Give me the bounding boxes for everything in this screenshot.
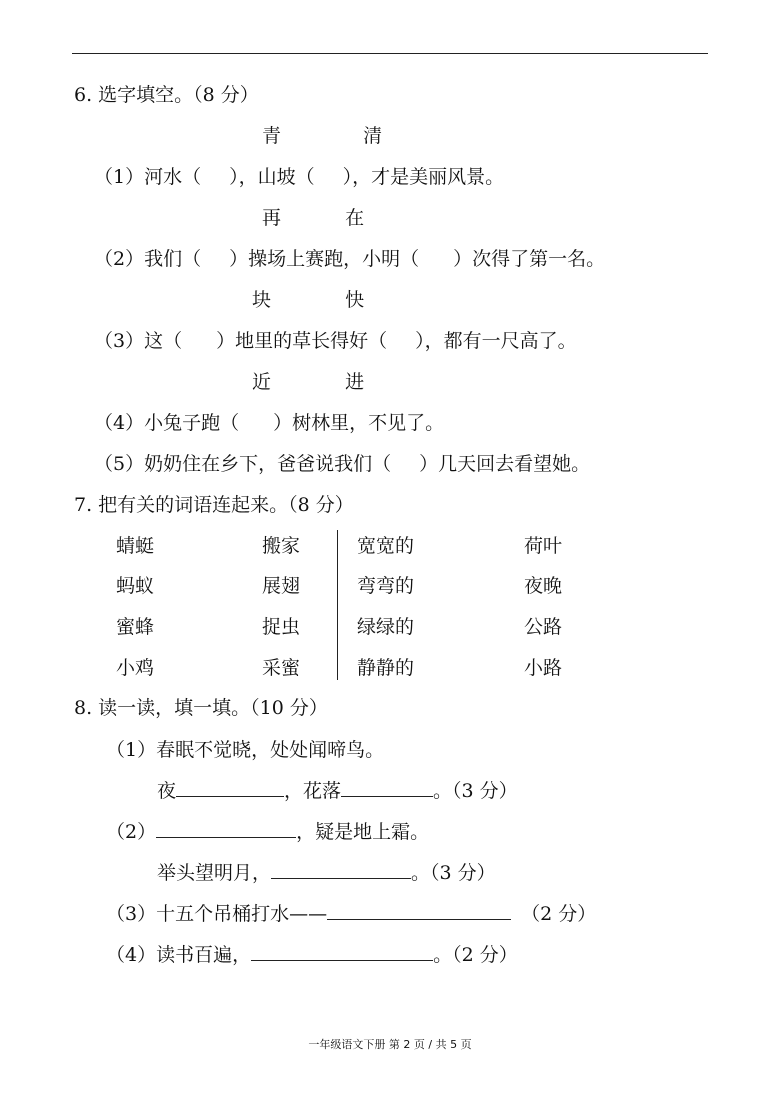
q7-col2-item-4[interactable]: 采蜜 (262, 657, 301, 679)
q6-pair-2-b: 在 (345, 207, 365, 229)
q6-item-5 (94, 451, 590, 477)
q7-col3-item-1[interactable]: 宽宽的 (357, 535, 415, 557)
q8-line-4-blank[interactable] (271, 860, 411, 879)
q8-line-2-part-a: 夜 (157, 780, 177, 802)
q6-title: 6. 选字填空。（8 分） (74, 84, 259, 106)
q6-item-3-part-b: ）地里的草长得好（ (216, 330, 388, 352)
q7-col1-item-3[interactable]: 蜜蜂 (116, 616, 155, 638)
q8-line-6-blank[interactable] (251, 942, 433, 961)
q6-pair-1-a: 青 (262, 125, 282, 147)
q6-item-1-part-b: ），山坡（ (229, 166, 315, 188)
q8-line-5-blank[interactable] (327, 901, 511, 920)
q6-item-1 (94, 164, 504, 190)
q6-pair-4-b: 进 (345, 371, 365, 393)
q7-col3-item-3[interactable]: 绿绿的 (357, 616, 415, 638)
q6-item-2 (94, 246, 605, 272)
q6-pair-3 (252, 287, 364, 313)
q8-line-6-part-a: （4）读书百遍， (106, 944, 252, 966)
q7-col4-item-1[interactable]: 荷叶 (524, 535, 563, 557)
q7-col3-item-4[interactable]: 静静的 (357, 657, 415, 679)
q8-line-2-part-b: ，花落 (284, 780, 342, 802)
q6-item-5-part-b: ）几天回去看望她。 (419, 453, 591, 475)
q7-col4-item-3[interactable]: 公路 (524, 616, 563, 638)
q8-line-1: （1）春眠不觉晓，处处闻啼鸟。 (106, 739, 385, 761)
header-rule (72, 53, 708, 54)
q7-col2-item-1[interactable]: 搬家 (262, 535, 301, 557)
q8-title: 8. 读一读，填一填。（10 分） (74, 697, 328, 719)
q8-line-5-part-b: （2 分） (521, 903, 597, 925)
q8-line-6-part-b: 。（2 分） (433, 944, 518, 966)
q7-title: 7. 把有关的词语连起来。（8 分） (74, 494, 354, 516)
q7-col1-item-2[interactable]: 蚂蚁 (116, 575, 155, 597)
q6-item-5-part-a: （5）奶奶住在乡下，爸爸说我们（ (94, 453, 392, 475)
q7-divider (337, 530, 338, 680)
q6-pair-1 (262, 123, 382, 149)
q6-item-4-part-a: （4）小兔子跑（ (94, 412, 240, 434)
q6-pair-4-a: 近 (252, 371, 272, 393)
q8-line-4-part-a: 举头望明月， (157, 862, 272, 884)
q7-col2-item-3[interactable]: 捉虫 (262, 616, 301, 638)
q8-line-2-blank-2[interactable] (341, 778, 433, 797)
q6-item-1-part-c: ），才是美丽风景。 (342, 166, 505, 188)
q8-line-3-blank[interactable] (156, 819, 296, 838)
q8-line-3 (106, 819, 429, 845)
q6-pair-1-b: 清 (363, 125, 383, 147)
q8-line-5-part-a: （3）十五个吊桶打水—— (106, 903, 328, 925)
q8-line-5 (106, 901, 596, 927)
q8-line-2 (157, 778, 518, 804)
q8-line-2-part-c: 。（3 分） (433, 780, 518, 802)
q8-line-6 (106, 942, 518, 968)
q6-item-3 (94, 328, 577, 354)
q6-pair-3-a: 块 (252, 289, 272, 311)
q8-line-2-blank-1[interactable] (176, 778, 284, 797)
q7-col1-item-4[interactable]: 小鸡 (116, 657, 155, 679)
q6-item-1-part-a: （1）河水（ (94, 166, 202, 188)
q6-item-3-part-a: （3）这（ (94, 330, 183, 352)
q8-line-4-part-b: 。（3 分） (411, 862, 496, 884)
q7-col4-item-4[interactable]: 小路 (524, 657, 563, 679)
q6-item-4 (94, 410, 444, 436)
page-footer: 一年级语文下册 第 2 页 / 共 5 页 (308, 1038, 472, 1051)
q8-line-4 (157, 860, 496, 886)
q6-item-3-part-c: ），都有一尺高了。 (415, 330, 577, 352)
q6-pair-2-a: 再 (262, 207, 282, 229)
q6-pair-3-b: 快 (345, 289, 365, 311)
q8-line-3-part-b: ，疑是地上霜。 (296, 821, 430, 843)
q6-item-4-part-b: ）树林里，不见了。 (273, 412, 445, 434)
q7-col4-item-2[interactable]: 夜晚 (524, 575, 563, 597)
q7-col2-item-2[interactable]: 展翅 (262, 575, 301, 597)
q7-col1-item-1[interactable]: 蜻蜓 (116, 535, 155, 557)
q6-item-2-part-b: ）操场上赛跑，小明（ (229, 248, 420, 270)
q6-item-2-part-a: （2）我们（ (94, 248, 202, 270)
q6-pair-2 (262, 205, 364, 231)
q7-col3-item-2[interactable]: 弯弯的 (357, 575, 415, 597)
q6-item-2-part-c: ）次得了第一名。 (453, 248, 606, 270)
q8-line-3-part-a: （2） (106, 821, 157, 843)
q6-pair-4 (252, 369, 364, 395)
